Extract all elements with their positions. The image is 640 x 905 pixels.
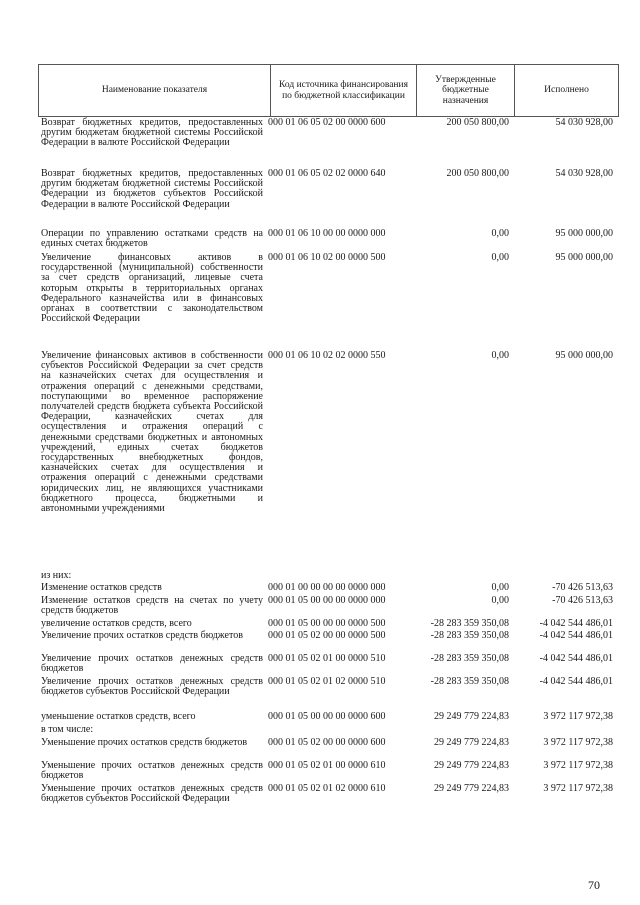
row-name: Возврат бюджетных кредитов, предоставленных другим бюджетам бюджетной системы Российской Федерации в валюте Российской Федерации bbox=[41, 117, 263, 149]
table-row bbox=[41, 761, 616, 784]
table-row bbox=[41, 631, 616, 654]
row-executed: 3 972 117 972,38 bbox=[543, 737, 613, 748]
row-name: Возврат бюджетных кредитов, предоставленных другим бюджетам бюджетной системы Российской Федерации из бюджетов субъектов Российской Федерации в валюте Российской Федерации bbox=[41, 168, 263, 210]
table-row bbox=[41, 229, 616, 253]
row-approved: 29 249 779 224,83 bbox=[434, 783, 509, 794]
row-code: 000 01 05 00 00 00 0000 000 bbox=[268, 595, 386, 606]
row-name: Изменение остатков средств на счетах по учету средств бюджетов bbox=[41, 595, 263, 617]
row-name: Уменьшение прочих остатков денежных средств бюджетов bbox=[41, 760, 263, 782]
row-approved: 0,00 bbox=[491, 228, 509, 239]
table-header bbox=[38, 64, 619, 117]
table-row bbox=[41, 596, 616, 619]
row-approved: 0,00 bbox=[491, 582, 509, 593]
row-executed: 95 000 000,00 bbox=[555, 228, 613, 239]
row-code: 000 01 06 10 02 02 0000 550 bbox=[268, 350, 386, 361]
row-code: 000 01 05 02 01 02 0000 510 bbox=[268, 676, 386, 687]
row-code: 000 01 05 02 01 00 0000 510 bbox=[268, 653, 386, 664]
row-executed: 54 030 928,00 bbox=[555, 117, 613, 128]
table-row bbox=[41, 738, 616, 761]
row-code: 000 01 05 02 00 00 0000 500 bbox=[268, 630, 386, 641]
row-name: Увеличение финансовых активов в государственной (муниципальной) собственности за счет средств организаций, лицевые счета которым открыты в территориальных органах Федерального казначейства или в финансовых органах в соответствии с законодательством Российской Федерации bbox=[41, 252, 263, 325]
table-row bbox=[41, 654, 616, 677]
row-code: 000 01 05 02 01 02 0000 610 bbox=[268, 783, 386, 794]
row-executed: -4 042 544 486,01 bbox=[539, 653, 613, 664]
row-code: 000 01 06 05 02 02 0000 640 bbox=[268, 168, 386, 179]
row-code: 000 01 05 02 00 00 0000 600 bbox=[268, 737, 386, 748]
table-row bbox=[41, 351, 616, 571]
row-approved: -28 283 359 350,08 bbox=[430, 618, 509, 629]
row-code: 000 01 05 00 00 00 0000 500 bbox=[268, 618, 386, 629]
row-approved: -28 283 359 350,08 bbox=[430, 653, 509, 664]
row-approved: 0,00 bbox=[491, 252, 509, 263]
row-executed: -70 426 513,63 bbox=[552, 582, 613, 593]
table-row bbox=[41, 118, 616, 169]
row-executed: 3 972 117 972,38 bbox=[543, 760, 613, 771]
row-name: в том числе: bbox=[41, 724, 94, 735]
row-name: увеличение остатков средств, всего bbox=[41, 618, 192, 629]
table-row bbox=[41, 677, 616, 712]
row-approved: 0,00 bbox=[491, 350, 509, 361]
row-name: Увеличение прочих остатков денежных средств бюджетов субъектов Российской Федерации bbox=[41, 676, 263, 698]
row-code: 000 01 06 05 02 00 0000 600 bbox=[268, 117, 386, 128]
table-row bbox=[41, 784, 616, 819]
row-approved: -28 283 359 350,08 bbox=[430, 676, 509, 687]
row-executed: 95 000 000,00 bbox=[555, 350, 613, 361]
table-row bbox=[41, 253, 616, 351]
page-number: 70 bbox=[588, 878, 600, 892]
row-name: из них: bbox=[41, 570, 72, 581]
header-approved: Утвержденные бюджетные назначения bbox=[417, 65, 515, 117]
table-body bbox=[41, 118, 616, 819]
row-code: 000 01 05 02 01 00 0000 610 bbox=[268, 760, 386, 771]
row-approved: -28 283 359 350,08 bbox=[430, 630, 509, 641]
row-executed: -70 426 513,63 bbox=[552, 595, 613, 606]
row-executed: -4 042 544 486,01 bbox=[539, 676, 613, 687]
table-row bbox=[41, 712, 616, 725]
row-name: Уменьшение прочих остатков денежных средств бюджетов субъектов Российской Федерации bbox=[41, 783, 263, 805]
row-executed: 3 972 117 972,38 bbox=[543, 783, 613, 794]
row-executed: 3 972 117 972,38 bbox=[543, 711, 613, 722]
row-name: Увеличение финансовых активов в собственности субъектов Российской Федерации за счет средств на казначейских счетах для осуществления и отражения операций с денежными средствами, поступающими во временное распоряжение получателей средств бюджета субъекта Российской Федерации, казначейских счетах для осуществления и отражения операций с денежными средствами бюджетных и автономных учреждений, единых счетах бюджетов государственных внебюджетных фондов, казначейских счетах для осуществления и отражения операций с денежными средствами юридических лиц, не являющихся участниками бюджетного процесса, бюджетными и автономными учреждениями bbox=[41, 350, 263, 515]
row-code: 000 01 06 10 02 00 0000 500 bbox=[268, 252, 386, 263]
row-executed: 54 030 928,00 bbox=[555, 168, 613, 179]
row-approved: 29 249 779 224,83 bbox=[434, 737, 509, 748]
row-approved: 29 249 779 224,83 bbox=[434, 760, 509, 771]
row-executed: 95 000 000,00 bbox=[555, 252, 613, 263]
row-executed: -4 042 544 486,01 bbox=[539, 630, 613, 641]
row-approved: 0,00 bbox=[491, 595, 509, 606]
row-name: Увеличение прочих остатков денежных средств бюджетов bbox=[41, 653, 263, 675]
row-name: Изменение остатков средств bbox=[41, 582, 162, 593]
row-name: Уменьшение прочих остатков средств бюджетов bbox=[41, 737, 248, 748]
row-name: уменьшение остатков средств, всего bbox=[41, 711, 196, 722]
row-name: Увеличение прочих остатков средств бюджетов bbox=[41, 630, 243, 641]
table-row bbox=[41, 169, 616, 229]
header-indicator-name: Наименование показателя bbox=[39, 65, 271, 117]
row-approved: 200 050 800,00 bbox=[446, 168, 509, 179]
row-executed: -4 042 544 486,01 bbox=[539, 618, 613, 629]
row-code: 000 01 00 00 00 00 0000 000 bbox=[268, 582, 386, 593]
row-approved: 200 050 800,00 bbox=[446, 117, 509, 128]
header-executed: Исполнено bbox=[515, 65, 619, 117]
row-code: 000 01 05 00 00 00 0000 600 bbox=[268, 711, 386, 722]
row-approved: 29 249 779 224,83 bbox=[434, 711, 509, 722]
row-name: Операции по управлению остатками средств на единых счетах бюджетов bbox=[41, 228, 263, 250]
row-code: 000 01 06 10 00 00 0000 000 bbox=[268, 228, 386, 239]
header-source-code: Код источника финансирования по бюджетной классификации bbox=[271, 65, 417, 117]
